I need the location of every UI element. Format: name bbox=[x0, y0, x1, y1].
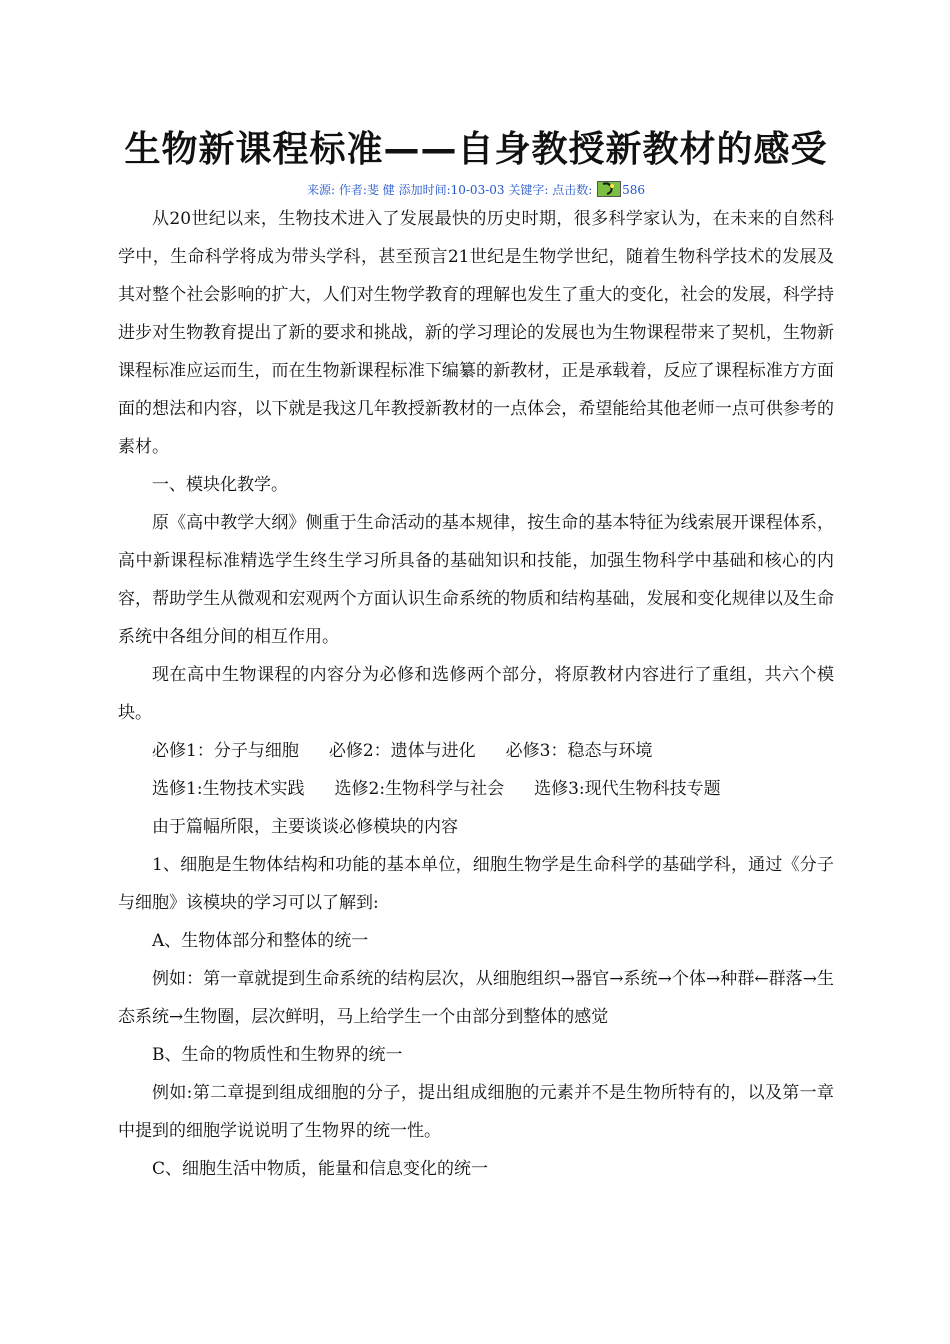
required-modules-row bbox=[118, 732, 834, 770]
intro-paragraph: 从20世纪以来，生物技术进入了发展最快的历史时期，很多科学家认为，在未来的自然科学中，生命科学将成为带头学科，甚至预言21世纪是生物学世纪，随着生物科学技术的发展及其对整个社会影响的扩大，人们对生物学教育的理解也发生了重大的变化，社会的发展，科学持进步对生物教育提出了新的要求和挑战，新的学习理论的发展也为生物课程带来了契机，生物新课程标准应运而生，而在生物新课程标准下编纂的新教材，正是承载着，反应了课程标准方方面面的想法和内容，以下就是我这几年教授新教材的一点体会，希望能给其他老师一点可供参考的素材。 bbox=[118, 209, 834, 457]
time-label: 添加时间: bbox=[398, 183, 451, 197]
example-b: 例如:第二章提到组成细胞的分子，提出组成细胞的元素并不是生物所特有的，以及第一章中提到的细胞学说说明了生物界的统一性。 bbox=[118, 1083, 834, 1141]
paragraph-scope: 由于篇幅所限，主要谈谈必修模块的内容 bbox=[152, 817, 458, 837]
time-value: 10-03-03 bbox=[450, 183, 505, 197]
clicks-label: 点击数: bbox=[552, 183, 593, 197]
required-module-2: 必修2：遗体与进化 bbox=[328, 741, 476, 761]
elective-module-2: 选修2:生物科学与社会 bbox=[334, 779, 505, 799]
article-meta bbox=[118, 181, 834, 198]
subpoint-b: B、生命的物质性和生物界的统一 bbox=[152, 1045, 403, 1065]
elective-modules-row bbox=[118, 770, 834, 808]
elective-module-3: 选修3:现代生物科技专题 bbox=[534, 779, 721, 799]
subpoint-c: C、细胞生活中物质，能量和信息变化的统一 bbox=[152, 1159, 489, 1179]
source-label: 来源: bbox=[306, 183, 336, 197]
article-title: 生物新课程标准——自身教授新教材的感受 bbox=[124, 129, 828, 170]
section-heading-1: 一、模块化教学。 bbox=[152, 475, 288, 495]
required-module-3: 必修3：稳态与环境 bbox=[505, 741, 653, 761]
paragraph-syllabus: 原《高中教学大纲》侧重于生命活动的基本规律，按生命的基本特征为线索展开课程体系，高中新课程标准精选学生终生学习所具备的基础知识和技能，加强生物科学中基础和核心的内容，帮助学生从微观和宏观两个方面认识生命系统的物质和结构基础，发展和变化规律以及生命系统中各组分间的相互作用。 bbox=[118, 513, 834, 647]
image-icon bbox=[597, 181, 621, 197]
example-a: 例如：第一章就提到生命系统的结构层次，从细胞组织→器官→系统→个体→种群←群落→生态系统→生物圈，层次鲜明，马上给学生一个由部分到整体的感觉 bbox=[118, 969, 834, 1027]
paragraph-modules: 现在高中生物课程的内容分为必修和选修两个部分，将原教材内容进行了重组，共六个模块。 bbox=[118, 665, 834, 723]
author-name: 斐 健 bbox=[366, 183, 395, 197]
author-label: 作者: bbox=[338, 183, 367, 197]
point-1: 1、细胞是生物体结构和功能的基本单位，细胞生物学是生命科学的基础学科，通过《分子与细胞》该模块的学习可以了解到: bbox=[118, 855, 834, 913]
clicks-count: 586 bbox=[622, 183, 646, 197]
article bbox=[118, 126, 834, 1188]
required-module-1: 必修1：分子与细胞 bbox=[152, 741, 299, 761]
elective-module-1: 选修1:生物技术实践 bbox=[152, 779, 305, 799]
keyword-label: 关键字: bbox=[508, 183, 549, 197]
subpoint-a: A、生物体部分和整体的统一 bbox=[152, 931, 369, 951]
